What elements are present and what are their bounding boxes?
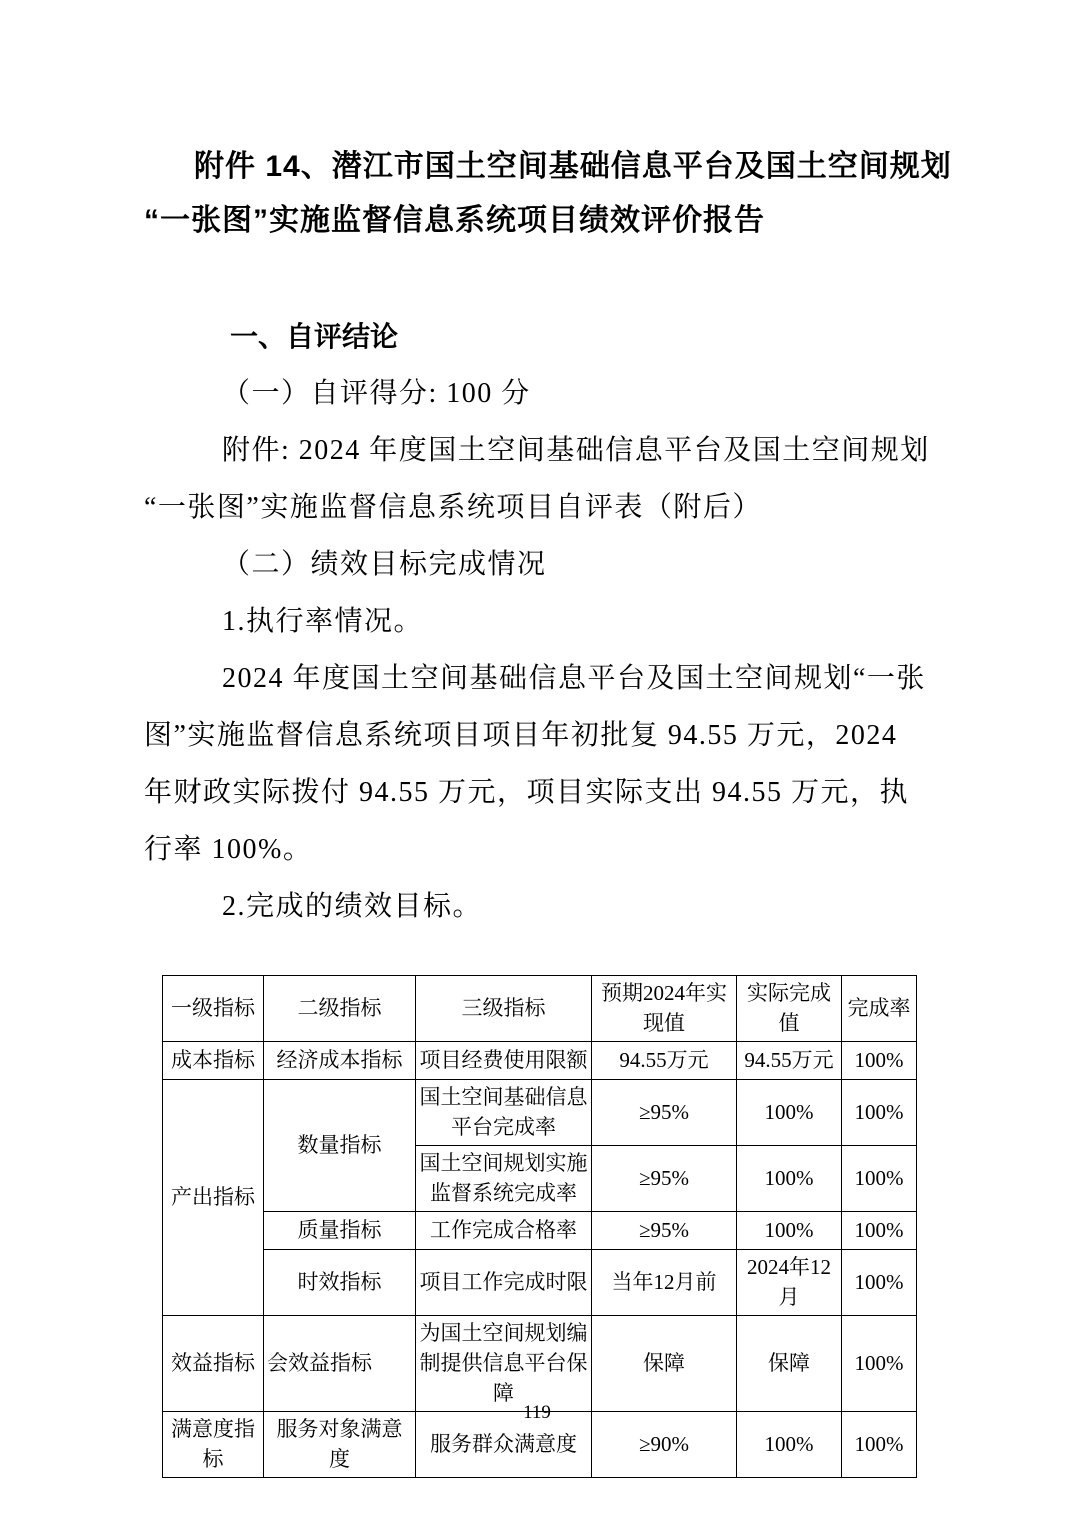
- table-cell: 100%: [737, 1211, 842, 1249]
- table-cell: 成本指标: [163, 1041, 264, 1079]
- table-cell: 94.55万元: [737, 1041, 842, 1079]
- table-cell: 100%: [737, 1411, 842, 1477]
- execution-paragraph-line-2: 图”实施监督信息系统项目项目年初批复 94.55 万元，2024: [144, 720, 898, 751]
- table-cell: 质量指标: [264, 1211, 416, 1249]
- table-cell: ≥95%: [592, 1145, 737, 1211]
- table-cell: 94.55万元: [592, 1041, 737, 1079]
- table-cell: 国土空间规划实施监督系统完成率: [416, 1145, 592, 1211]
- document-title: [144, 140, 952, 248]
- title-line-1: 附件 14、潜江市国土空间基础信息平台及国土空间规划: [194, 150, 952, 183]
- document-content: [0, 140, 1074, 1478]
- heading-target-completion: （二）绩效目标完成情况: [222, 549, 547, 580]
- table-cell: 国土空间基础信息平台完成率: [416, 1079, 592, 1145]
- table-cell: 当年12月前: [592, 1249, 737, 1315]
- page-number: 119: [523, 1402, 551, 1423]
- table-cell: 数量指标: [264, 1079, 416, 1211]
- table-cell: 效益指标: [163, 1315, 264, 1411]
- table-row: [163, 1041, 917, 1079]
- table-cell: 满意度指标: [163, 1411, 264, 1477]
- table-cell: 会效益指标: [264, 1315, 416, 1411]
- attachment-line-2: “一张图”实施监督信息系统项目自评表（附后）: [144, 492, 762, 523]
- table-cell: 时效指标: [264, 1249, 416, 1315]
- table-cell: 工作完成合格率: [416, 1211, 592, 1249]
- self-score-line: （一）自评得分: 100 分: [222, 378, 531, 409]
- table-row: [163, 1249, 917, 1315]
- table-cell: 100%: [842, 1411, 917, 1477]
- execution-paragraph-line-1: 2024 年度国土空间基础信息平台及国土空间规划“一张: [222, 663, 926, 694]
- execution-paragraph-line-3: 年财政实际拨付 94.55 万元，项目实际支出 94.55 万元，执: [144, 777, 910, 808]
- table-header-row: [163, 976, 917, 1042]
- table-cell: 保障: [737, 1315, 842, 1411]
- table-cell: 保障: [592, 1315, 737, 1411]
- table-cell: 服务群众满意度: [416, 1411, 592, 1477]
- table-cell: 项目工作完成时限: [416, 1249, 592, 1315]
- table-header-cell: 完成率: [842, 976, 917, 1042]
- table-header-cell: 二级指标: [264, 976, 416, 1042]
- item-completed-targets: 2.完成的绩效目标。: [222, 891, 483, 922]
- item-execution-rate: 1.执行率情况。: [222, 606, 424, 637]
- table-cell: 100%: [842, 1079, 917, 1145]
- table-cell: 为国土空间规划编制提供信息平台保障: [416, 1315, 592, 1411]
- table-cell: 100%: [737, 1145, 842, 1211]
- table-cell: 100%: [842, 1249, 917, 1315]
- title-line-2: “一张图”实施监督信息系统项目绩效评价报告: [144, 204, 765, 237]
- table-header-cell: 实际完成值: [737, 976, 842, 1042]
- table-cell: 100%: [842, 1315, 917, 1411]
- execution-paragraph-line-4: 行率 100%。: [144, 834, 313, 865]
- table-header-cell: 三级指标: [416, 976, 592, 1042]
- table-cell: 产出指标: [163, 1079, 264, 1315]
- table-cell: 服务对象满意度: [264, 1411, 416, 1477]
- table-cell: ≥95%: [592, 1211, 737, 1249]
- table-row: [163, 1315, 917, 1411]
- table-cell: 2024年12月: [737, 1249, 842, 1315]
- table-row: [163, 1079, 917, 1145]
- table-header-cell: 一级指标: [163, 976, 264, 1042]
- table-cell: 100%: [842, 1211, 917, 1249]
- table-cell: 经济成本指标: [264, 1041, 416, 1079]
- table-row: [163, 1211, 917, 1249]
- table-cell: 100%: [842, 1041, 917, 1079]
- table-cell: 100%: [842, 1145, 917, 1211]
- table-header-cell: 预期2024年实现值: [592, 976, 737, 1042]
- table-cell: ≥95%: [592, 1079, 737, 1145]
- table-cell: 项目经费使用限额: [416, 1041, 592, 1079]
- attachment-line-1: 附件: 2024 年度国土空间基础信息平台及国土空间规划: [222, 435, 930, 466]
- table-cell: 100%: [737, 1079, 842, 1145]
- heading-self-evaluation-conclusion: 一、自评结论: [230, 321, 399, 352]
- table-cell: ≥90%: [592, 1411, 737, 1477]
